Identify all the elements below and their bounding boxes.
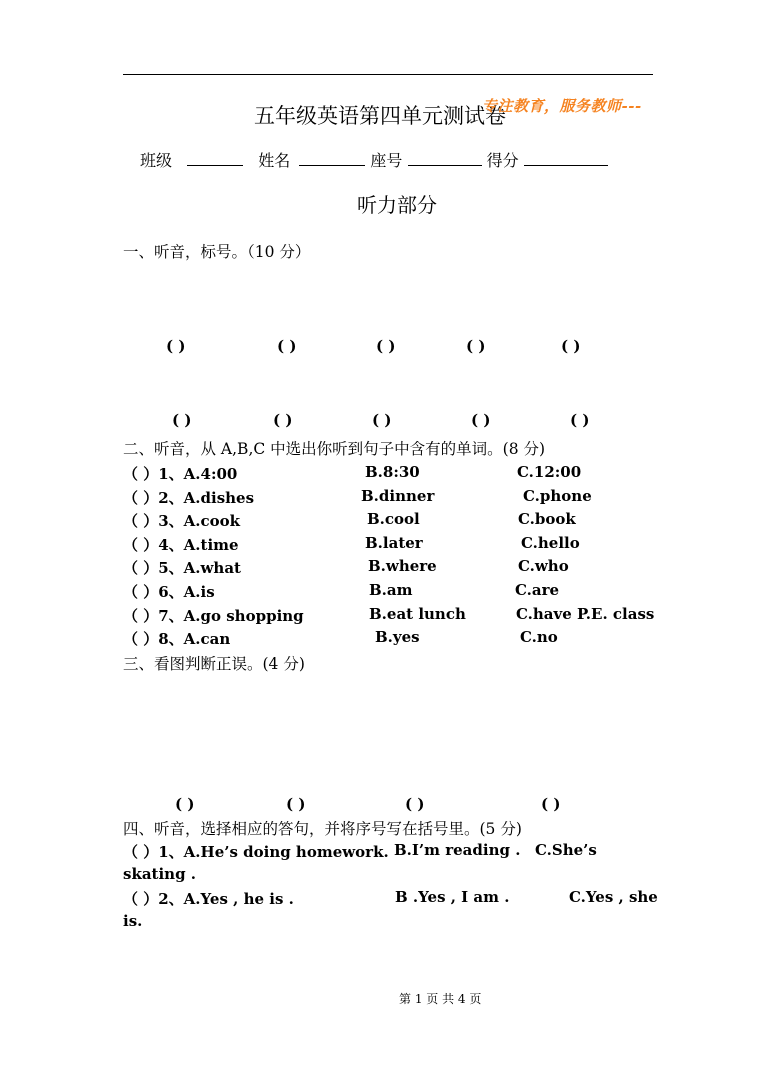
page-title: 五年级英语第四单元测试卷 (254, 104, 506, 128)
continuation-text: skating . (123, 865, 197, 883)
option-b: B.later (365, 534, 423, 552)
option-b: B.yes (375, 628, 420, 646)
answer-blank[interactable]: ( ) (541, 795, 561, 813)
question-row (123, 888, 663, 910)
option-a: （ ）5、A.what (123, 559, 241, 577)
question-row (123, 557, 663, 579)
answer-blank[interactable]: ( ) (277, 337, 297, 355)
option-b: B.am (369, 581, 413, 599)
name-label: 姓名 (258, 151, 291, 170)
answer-blank[interactable]: ( ) (561, 337, 581, 355)
section3-heading: 三、看图判断正误。(4 分) (123, 655, 305, 673)
option-c: C.no (520, 628, 558, 646)
option-a: （ ）3、A.cook (123, 512, 241, 530)
header-rule (123, 74, 653, 75)
option-a: （ ）1、A.4:00 (123, 465, 238, 483)
option-a: （ ）2、A.Yes , he is . (123, 890, 294, 908)
option-c: C.She’s (535, 841, 597, 859)
question-row (123, 510, 663, 532)
option-b: B.cool (367, 510, 420, 528)
question-row (123, 581, 663, 603)
option-b: B.dinner (361, 487, 435, 505)
class-label: 班级 (140, 151, 173, 170)
name-blank[interactable] (299, 149, 365, 166)
option-c: C.book (518, 510, 576, 528)
page-footer: 第 1 页 共 4 页 (399, 992, 482, 1006)
answer-blank[interactable]: ( ) (286, 795, 306, 813)
score-blank[interactable] (524, 149, 608, 166)
answer-blank[interactable]: ( ) (405, 795, 425, 813)
answer-blank[interactable]: ( ) (376, 337, 396, 355)
question-row (123, 628, 663, 650)
question-row (123, 841, 663, 863)
answer-blank[interactable]: ( ) (172, 411, 192, 429)
option-a: （ ）7、A.go shopping (123, 607, 304, 625)
question-row (123, 534, 663, 556)
section2-heading: 二、听音，从 A,B,C 中选出你听到句子中含有的单词。(8 分) (123, 440, 546, 458)
answer-blank[interactable]: ( ) (570, 411, 590, 429)
option-a: （ ）2、A.dishes (123, 489, 255, 507)
option-c: C.hello (521, 534, 580, 552)
section1-heading: 一、听音，标号。（10 分） (123, 243, 311, 261)
info-line (140, 148, 608, 171)
continuation-text: is. (123, 912, 143, 930)
option-c: C.12:00 (517, 463, 582, 481)
option-c: C.have P.E. class (516, 605, 655, 623)
answer-blank[interactable]: ( ) (372, 411, 392, 429)
option-c: C.phone (523, 487, 592, 505)
question-continuation (123, 912, 323, 934)
question-row (123, 487, 663, 509)
option-a: （ ）8、A.can (123, 630, 231, 648)
score-label: 得分 (486, 151, 519, 170)
option-a: （ ）1、A.He’s doing homework. (123, 843, 389, 861)
option-c: C.who (518, 557, 569, 575)
listening-title: 听力部分 (357, 193, 437, 217)
seat-label: 座号 (370, 151, 403, 170)
option-b: B.where (368, 557, 437, 575)
watermark: 专注教育，服务教师--- (482, 97, 642, 115)
question-continuation (123, 865, 323, 887)
answer-blank[interactable]: ( ) (273, 411, 293, 429)
answer-blank[interactable]: ( ) (175, 795, 195, 813)
option-b: B .Yes , I am . (395, 888, 510, 906)
option-c: C.are (515, 581, 560, 599)
answer-blank[interactable]: ( ) (471, 411, 491, 429)
option-b: B.8:30 (365, 463, 420, 481)
question-row (123, 463, 663, 485)
option-a: （ ）4、A.time (123, 536, 239, 554)
question-row (123, 605, 663, 627)
section4-heading: 四、听音，选择相应的答句，并将序号写在括号里。(5 分) (123, 820, 522, 838)
answer-blank[interactable]: ( ) (166, 337, 186, 355)
class-blank[interactable] (187, 149, 243, 166)
option-b: B.eat lunch (369, 605, 466, 623)
option-b: B.I’m reading . (394, 841, 521, 859)
option-c: C.Yes , she (569, 888, 658, 906)
answer-blank[interactable]: ( ) (466, 337, 486, 355)
option-a: （ ）6、A.is (123, 583, 215, 601)
seat-blank[interactable] (408, 149, 482, 166)
